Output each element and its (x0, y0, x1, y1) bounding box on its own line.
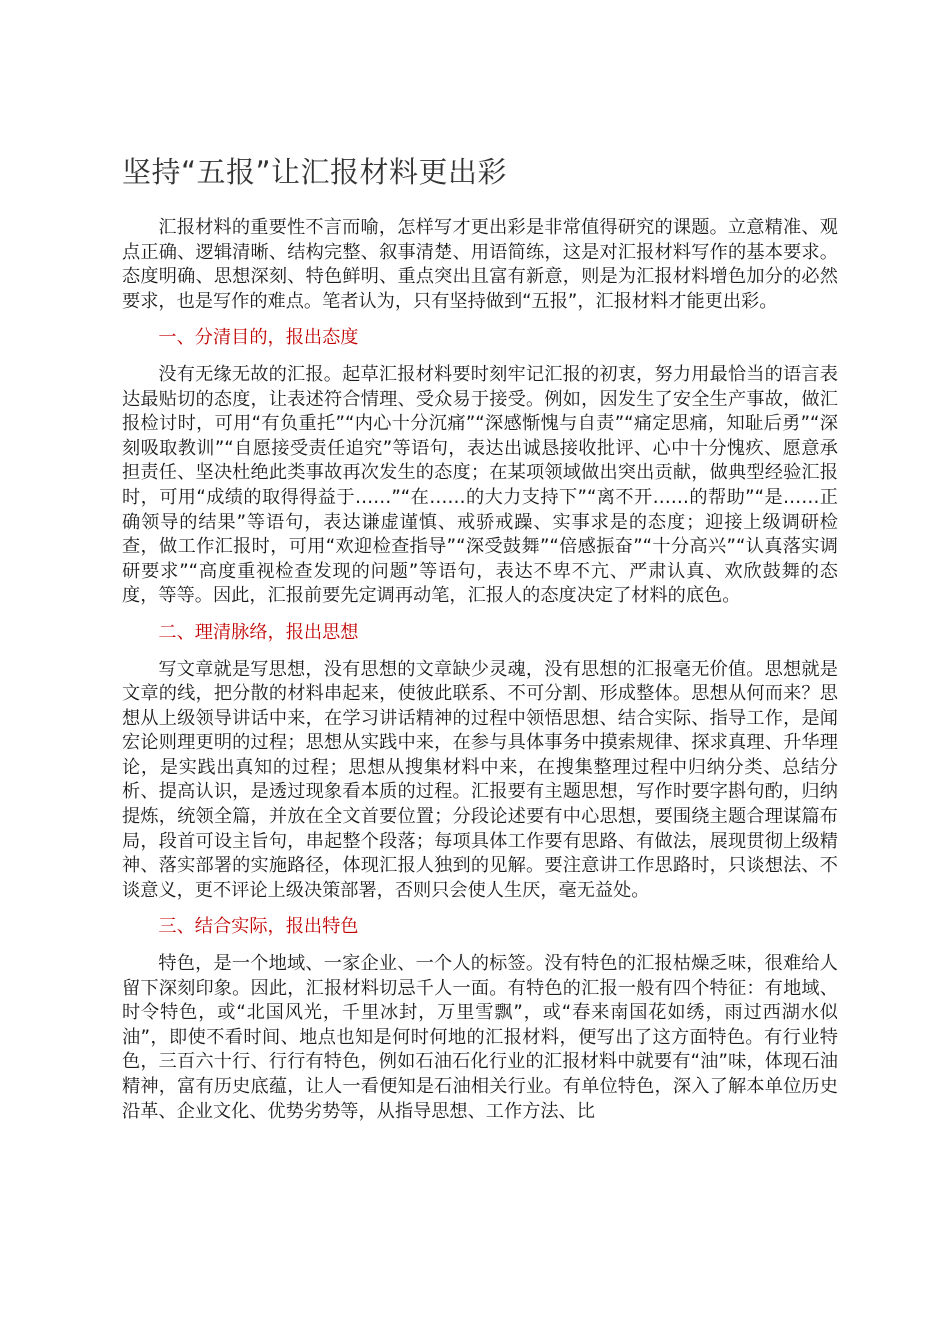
document-page (122, 152, 838, 1136)
section-heading: 一、分清目的，报出态度 (158, 327, 359, 349)
section-paragraph: 写文章就是写思想，没有思想的文章缺少灵魂，没有思想的汇报毫无价值。思想就是文章的线，把分散的材料串起来，使彼此联系、不可分割、形成整体。思想从何而来？思想从上级领导讲话中来，在学习讲话精神的过程中领悟思想、结合实际、指导工作，是闻宏论则理更明的过程；思想从实践中来，在参与具体事务中摸索规律、探求真理、升华理论，是实践出真知的过程；思想从搜集材料中来，在搜集整理过程中归纳分类、总结分析、提高认识，是透过现象看本质的过程。汇报要有主题思想，写作时要字斟句酌，归纳提炼，统领全篇，并放在全文首要位置；分段论述要有中心思想，要围绕主题合理谋篇布局，段首可设主旨句，串起整个段落；每项具体工作要有思路、有做法，展现贯彻上级精神、落实部署的实施路径，体现汇报人独到的见解。要注意讲工作思路时，只谈想法、不谈意义，更不评论上级决策部署，否则只会使人生厌，毫无益处。 (122, 658, 838, 901)
section-heading: 三、结合实际，报出特色 (158, 916, 359, 938)
section-paragraph: 没有无缘无故的汇报。起草汇报材料要时刻牢记汇报的初衷，努力用最恰当的语言表达最贴切的态度，让表述符合情理、受众易于接受。例如，因发生了安全生产事故，做汇报检讨时，可用“有负重托”“内心十分沉痛”“深感惭愧与自责”“痛定思痛，知耻后勇”“深刻吸取教训”“自愿接受责任追究”等语句，表达出诚恳接收批评、心中十分愧疚、愿意承担责任、坚决杜绝此类事故再次发生的态度；在某项领域做出突出贡献，做典型经验汇报时，可用“成绩的取得得益于……”“在……的大力支持下”“离不开……的帮助”“是……正确领导的结果”等语句，表达谦虚谨慎、戒骄戒躁、实事求是的态度；迎接上级调研检查，做工作汇报时，可用“欢迎检查指导”“深受鼓舞”“倍感振奋”“十分高兴”“认真落实调研要求”“高度重视检查发现的问题”等语句，表达不卑不亢、严肃认真、欢欣鼓舞的态度，等等。因此，汇报前要先定调再动笔，汇报人的态度决定了材料的底色。 (122, 363, 838, 607)
section-paragraph: 特色，是一个地域、一家企业、一个人的标签。没有特色的汇报枯燥乏味，很难给人留下深刻印象。因此，汇报材料切忌千人一面。有特色的汇报一般有四个特征：有地域、时令特色，或“北国风光，千里冰封，万里雪飘”，或“春来南国花如绣，雨过西湖水似油”，即使不看时间、地点也知是何时何地的汇报材料，便写出了这方面特色。有行业特色，三百六十行、行行有特色，例如石油石化行业的汇报材料中就要有“油”味，体现石油精神，富有历史底蕴，让人一看便知是石油相关行业。有单位特色，深入了解本单位历史沿革、企业文化、优势劣势等，从指导思想、工作方法、比 (122, 953, 838, 1122)
document-title: 坚持“五报”让汇报材料更出彩 (122, 155, 508, 189)
section-heading: 二、理清脉络，报出思想 (158, 621, 359, 643)
intro-paragraph: 汇报材料的重要性不言而喻，怎样写才更出彩是非常值得研究的课题。立意精准、观点正确、逻辑清晰、结构完整、叙事清楚、用语简练，这是对汇报材料写作的基本要求。态度明确、思想深刻、特色鲜明、重点突出且富有新意，则是为汇报材料增色加分的必然要求，也是写作的难点。笔者认为，只有坚持做到“五报”，汇报材料才能更出彩。 (122, 217, 838, 312)
